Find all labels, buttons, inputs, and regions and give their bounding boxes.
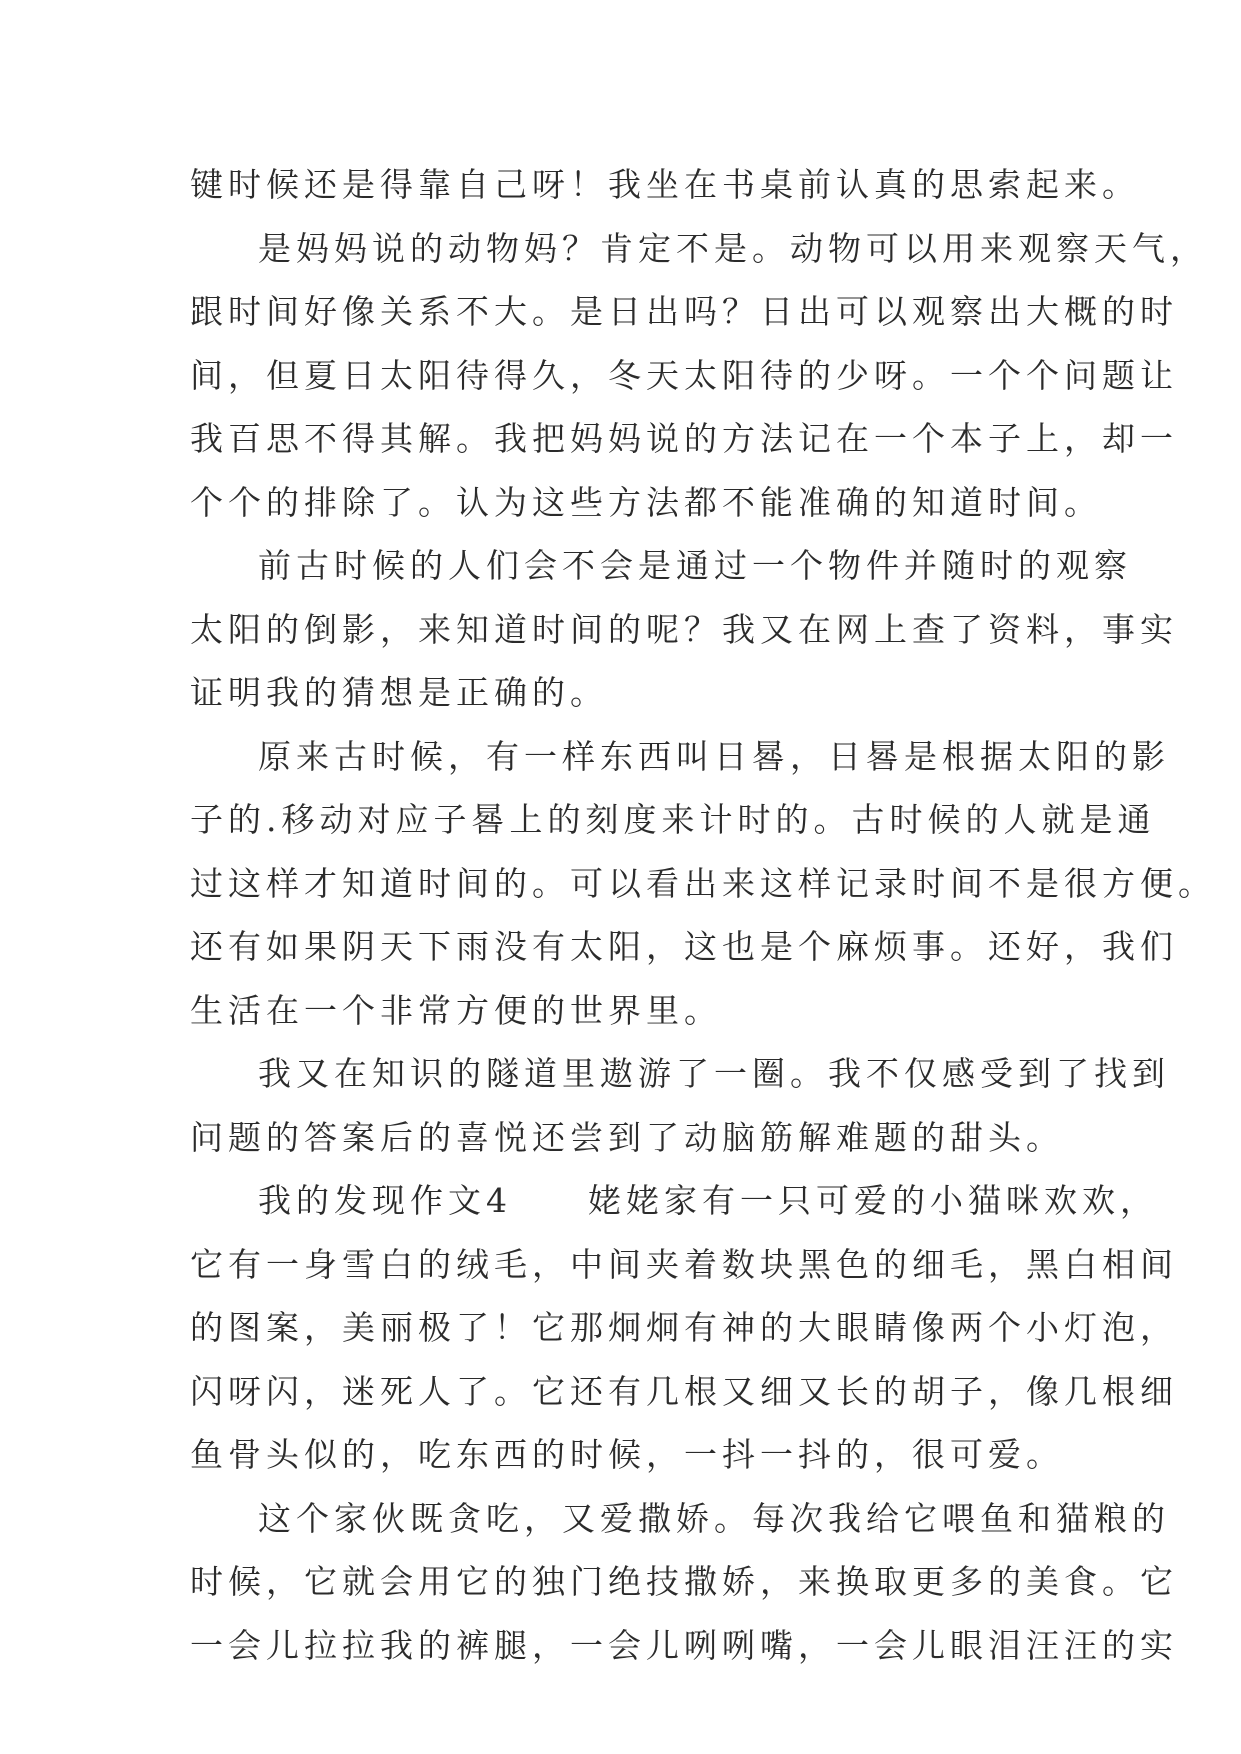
text-line: 一会儿拉拉我的裤腿，一会儿咧咧嘴，一会儿眼泪汪汪的实 — [190, 1625, 1178, 1665]
text-line: 太阳的倒影，来知道时间的呢？我又在网上查了资料，事实 — [190, 609, 1178, 649]
text-line: 前古时候的人们会不会是通过一个物件并随时的观察 — [258, 546, 1132, 585]
text-line: 还有如果阴天下雨没有太阳，这也是个麻烦事。还好，我们 — [190, 927, 1178, 966]
text-line: 过这样才知道时间的。可以看出来这样记录时间不是很方便。 — [190, 863, 1216, 903]
text-line: 个个的排除了。认为这些方法都不能准确的知道时间。 — [190, 482, 1102, 522]
text-line: 闪呀闪，迷死人了。它还有几根又细又长的胡子，像几根细 — [190, 1371, 1178, 1411]
text-line: 时候，它就会用它的独门绝技撒娇，来换取更多的美食。它 — [190, 1562, 1178, 1601]
text-line: 我百思不得其解。我把妈妈说的方法记在一个本子上，却一 — [190, 419, 1178, 458]
text-line: 这个家伙既贪吃，又爱撒娇。每次我给它喂鱼和猫粮的 — [258, 1498, 1170, 1538]
text-line: 是妈妈说的动物妈？肯定不是。动物可以用来观察天气， — [258, 228, 1208, 268]
text-line: 问题的答案后的喜悦还尝到了动脑筋解难题的甜头。 — [190, 1117, 1064, 1157]
text-line: 间，但夏日太阳待得久，冬天太阳待的少呀。一个个问题让 — [190, 355, 1178, 395]
text-line: 原来古时候，有一样东西叫日晷，日晷是根据太阳的影 — [258, 736, 1170, 776]
body-text — [190, 157, 1216, 1681]
text-line: 我又在知识的隧道里遨游了一圈。我不仅感受到了找到 — [258, 1054, 1170, 1093]
text-line: 鱼骨头似的，吃东西的时候，一抖一抖的，很可爱。 — [190, 1435, 1064, 1474]
text-line: 的图案，美丽极了！它那炯炯有神的大眼睛像两个小灯泡， — [190, 1308, 1178, 1347]
text-line: 跟时间好像关系不大。是日出吗？日出可以观察出大概的时 — [190, 292, 1178, 331]
text-line: 生活在一个非常方便的世界里。 — [190, 990, 722, 1030]
text-line: 键时候还是得靠自己呀！我坐在书桌前认真的思索起来。 — [190, 165, 1140, 204]
text-line: 子的.移动对应子晷上的刻度来计时的。古时候的人就是通 — [190, 800, 1156, 839]
text-line: 它有一身雪白的绒毛，中间夹着数块黑色的细毛，黑白相间 — [190, 1244, 1178, 1284]
text-line: 证明我的猜想是正确的。 — [190, 673, 608, 712]
text-line: 我的发现作文4 姥姥家有一只可爱的小猫咪欢欢， — [258, 1181, 1158, 1220]
